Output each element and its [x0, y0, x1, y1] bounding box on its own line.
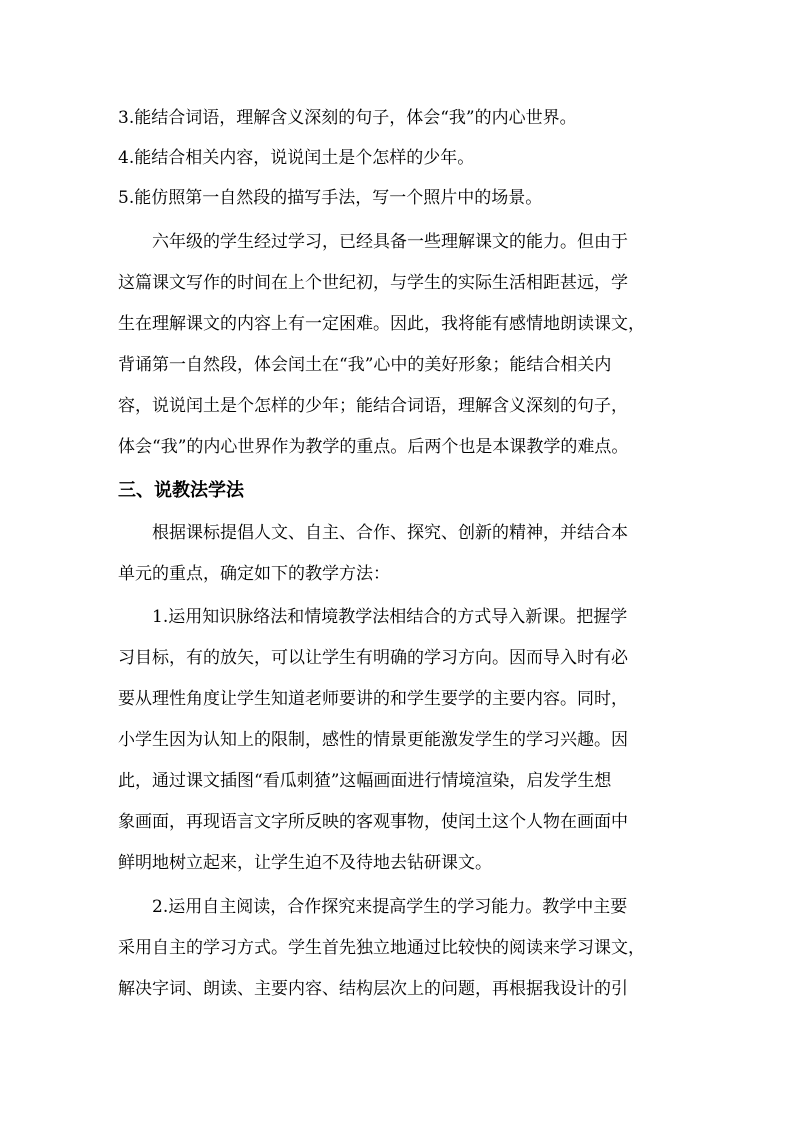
method-1-line: 要从理性角度让学生知道老师要讲的和学生要学的主要内容。同时， — [118, 689, 628, 709]
paragraph-line: 根据课标提倡人文、自主、合作、探究、创新的精神，并结合本 — [152, 523, 628, 543]
method-1-line: 1.运用知识脉络法和情境教学法相结合的方式导入新课。把握学 — [152, 607, 628, 627]
paragraph-line: 单元的重点，确定如下的教学方法： — [118, 564, 390, 584]
objective-5-line: 5.能仿照第一自然段的描写手法，写一个照片中的场景。 — [118, 188, 543, 208]
paragraph-line: 这篇课文写作的时间在上个世纪初，与学生的实际生活相距甚远，学 — [118, 273, 628, 293]
method-1-line: 鲜明地树立起来，让学生迫不及待地去钻研课文。 — [118, 853, 492, 873]
section-heading: 三、说教法学法 — [118, 480, 244, 501]
method-2-line: 2.运用自主阅读，合作探究来提高学生的学习能力。教学中主要 — [152, 897, 628, 917]
paragraph-line: 背诵第一自然段，体会闰土在“我”心中的美好形象；能结合相关内 — [118, 355, 612, 375]
method-1-line: 习目标，有的放矢，可以让学生有明确的学习方向。因而导入时有必 — [118, 648, 628, 668]
method-1-line: 小学生因为认知上的限制，感性的情景更能激发学生的学习兴趣。因 — [118, 730, 628, 750]
method-2-line: 采用自主的学习方式。学生首先独立地通过比较快的阅读来学习课文， — [118, 938, 645, 958]
paragraph-line: 生在理解课文的内容上有一定困难。因此，我将能有感情地朗读课文， — [118, 314, 645, 334]
method-2-line: 解决字词、朗读、主要内容、结构层次上的问题，再根据我设计的引 — [118, 979, 628, 999]
paragraph-line: 容，说说闰土是个怎样的少年；能结合词语，理解含义深刻的句子， — [118, 396, 628, 416]
paragraph-line: 体会“我”的内心世界作为教学的重点。后两个也是本课教学的难点。 — [118, 437, 629, 457]
objective-3-line: 3.能结合词语，理解含义深刻的句子，体会“我”的内心世界。 — [118, 108, 577, 128]
paragraph-line: 六年级的学生经过学习，已经具备一些理解课文的能力。但由于 — [152, 232, 628, 252]
method-1-line: 象画面，再现语言文字所反映的客观事物，使闰土这个人物在画面中 — [118, 812, 628, 832]
method-1-line: 此，通过课文插图“看瓜刺猹”这幅画面进行情境渲染，启发学生想 — [118, 771, 612, 791]
objective-4-line: 4.能结合相关内容，说说闰土是个怎样的少年。 — [118, 148, 475, 168]
